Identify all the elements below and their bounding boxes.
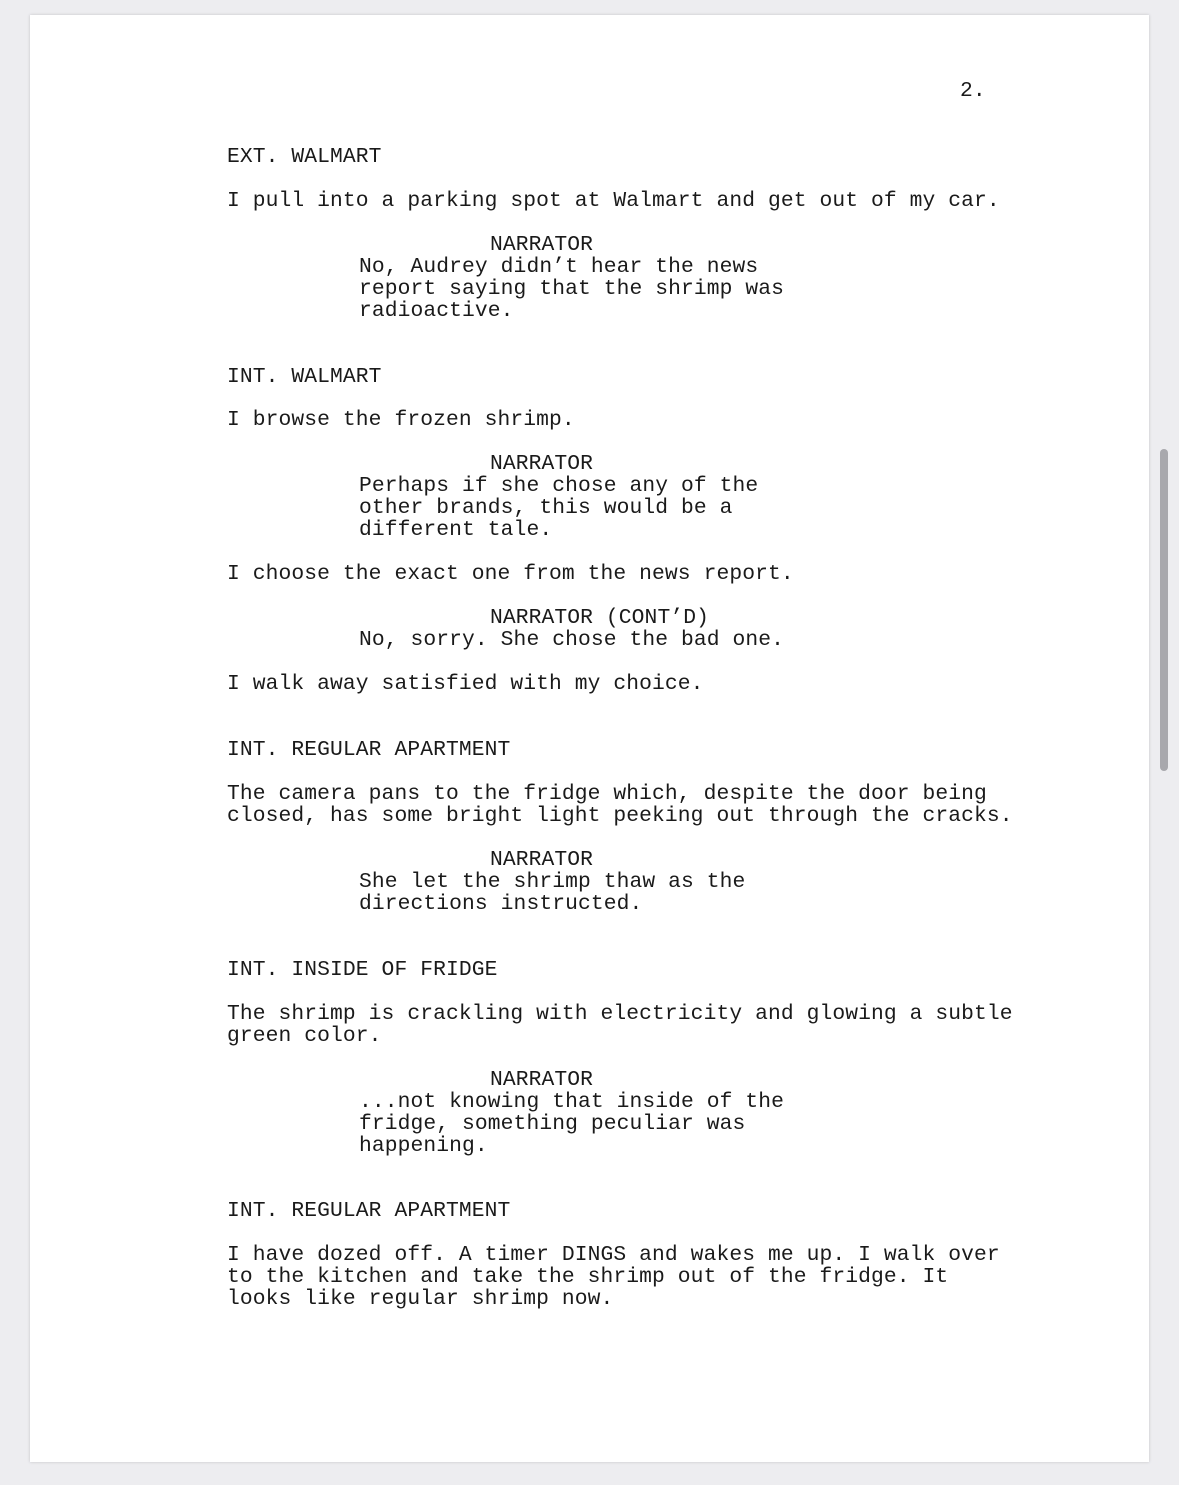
action-line: I choose the exact one from the news report. xyxy=(227,562,794,586)
dialogue-line: other brands, this would be a xyxy=(359,496,733,520)
scene-heading: INT. WALMART xyxy=(227,365,382,389)
character-name: NARRATOR xyxy=(490,452,594,476)
dialogue-line: ...not knowing that inside of the xyxy=(359,1090,785,1114)
dialogue-line: No, Audrey didn’t hear the news xyxy=(359,255,759,279)
character-name: NARRATOR xyxy=(490,1068,594,1092)
vertical-scrollbar[interactable] xyxy=(1160,449,1168,771)
action-line: closed, has some bright light peeking out through the cracks. xyxy=(227,804,1013,828)
action-line: to the kitchen and take the shrimp out of the fridge. It xyxy=(227,1265,949,1289)
character-name: NARRATOR xyxy=(490,848,594,872)
page-number: 2. xyxy=(960,79,986,103)
dialogue-line: Perhaps if she chose any of the xyxy=(359,474,759,498)
action-line: green color. xyxy=(227,1024,382,1048)
dialogue-line: directions instructed. xyxy=(359,892,643,916)
dialogue-line: happening. xyxy=(359,1134,488,1158)
action-line: looks like regular shrimp now. xyxy=(227,1287,614,1311)
dialogue-line: She let the shrimp thaw as the xyxy=(359,870,746,894)
scene-heading: INT. REGULAR APARTMENT xyxy=(227,738,511,762)
action-line: I pull into a parking spot at Walmart and get out of my car. xyxy=(227,189,1000,213)
dialogue-line: No, sorry. She chose the bad one. xyxy=(359,628,785,652)
action-line: The shrimp is crackling with electricity and glowing a subtle xyxy=(227,1002,1013,1026)
action-line: I browse the frozen shrimp. xyxy=(227,408,575,432)
dialogue-line: report saying that the shrimp was xyxy=(359,277,785,301)
action-line: I walk away satisfied with my choice. xyxy=(227,672,704,696)
character-name: NARRATOR (CONT’D) xyxy=(490,606,709,630)
scene-heading: INT. REGULAR APARTMENT xyxy=(227,1199,511,1223)
dialogue-line: radioactive. xyxy=(359,299,514,323)
dialogue-line: different tale. xyxy=(359,518,553,542)
action-line: The camera pans to the fridge which, despite the door being xyxy=(227,782,987,806)
dialogue-line: fridge, something peculiar was xyxy=(359,1112,746,1136)
action-line: I have dozed off. A timer DINGS and wakes me up. I walk over xyxy=(227,1243,1000,1267)
character-name: NARRATOR xyxy=(490,233,594,257)
scene-heading: INT. INSIDE OF FRIDGE xyxy=(227,958,498,982)
scene-heading: EXT. WALMART xyxy=(227,145,382,169)
